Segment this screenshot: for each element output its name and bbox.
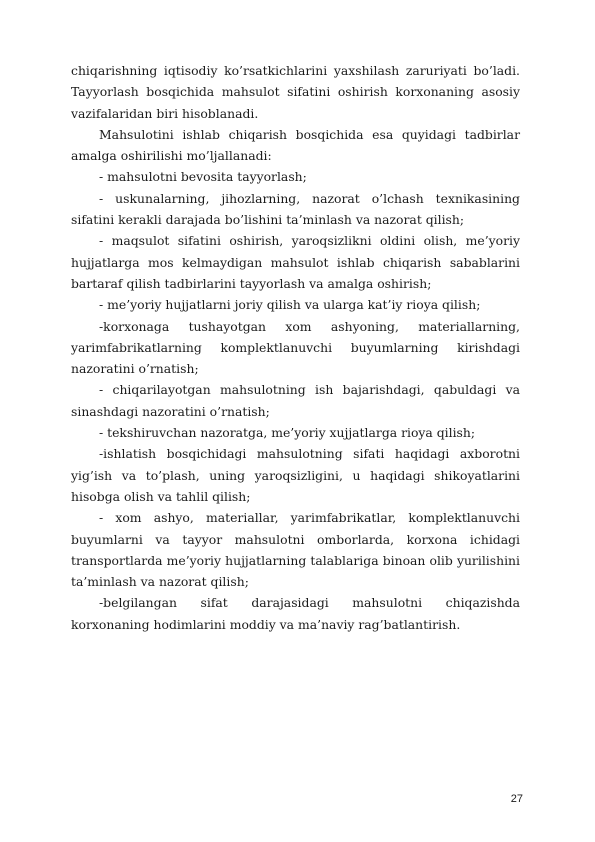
list-item: -ishlatish bosqichidagi mahsulotning sifati haqidagi axborotni yig’ish va to’plash, uning yaroqsizligini, u haqidagi shikoyatlarini hisobga olish va tahlil qilish; [71, 446, 520, 504]
list-item: -belgilangan sifat darajasidagi mahsulotni chiqazishda korxonaning hodimlarini moddiy va ma’naviy rag’batlantirish. [71, 595, 520, 632]
list-item: - me’yoriy hujjatlarni joriy qilish va ularga kat’iy rioya qilish; [99, 297, 481, 313]
list-item: - mahsulotni bevosita tayyorlash; [99, 169, 307, 185]
list-item: -korxonaga tushayotgan xom ashyoning, materiallarning, yarimfabrikatlarning komplektlanuvchi buyumlarning kirishdagi nazoratini o’rnatish; [71, 318, 520, 377]
list-item: - tekshiruvchan nazoratga, me’yoriy xujjatlarga rioya qilish; [99, 425, 476, 441]
list-item: - xom ashyo, materiallar, yarimfabrikatlar, komplektlanuvchi buyumlarni va tayyor mahsulotni omborlarda, korxona ichidagi transportlarda me’yoriy hujjatlarning talablariga binoan olib yurilishini ta’minlash va nazorat qilish; [71, 510, 520, 590]
page-number: 27 [510, 793, 523, 805]
list-item: - maqsulot sifatini oshirish, yaroqsizlikni oldini olish, me’yoriy hujjatlarga mos kelmaydigan mahsulot ishlab chiqarish sabablarini bartaraf qilish tadbirlarini tayyorlash va amalga oshirish; [71, 233, 520, 291]
document-body [71, 60, 520, 635]
list-item: - uskunalarning, jihozlarning, nazorat o’lchash texnikasining sifatini kerakli darajada bo’lishini ta’minlash va nazorat qilish; [71, 190, 520, 228]
paragraph-continuation: chiqarishning iqtisodiy ko’rsatkichlarini yaxshilash zaruriyati bo’ladi. Tayyorlash bosqichida mahsulot sifatini oshirish korxonaning asosiy vazifalaridan biri hisoblanadi. [71, 63, 520, 121]
paragraph-production-stage: Mahsulotini ishlab chiqarish bosqichida esa quyidagi tadbirlar amalga oshirilishi mo’ljallanadi: [71, 126, 520, 164]
list-item: - chiqarilayotgan mahsulotning ish bajarishdagi, qabuldagi va sinashdagi nazoratini o’rnatish; [71, 382, 520, 419]
